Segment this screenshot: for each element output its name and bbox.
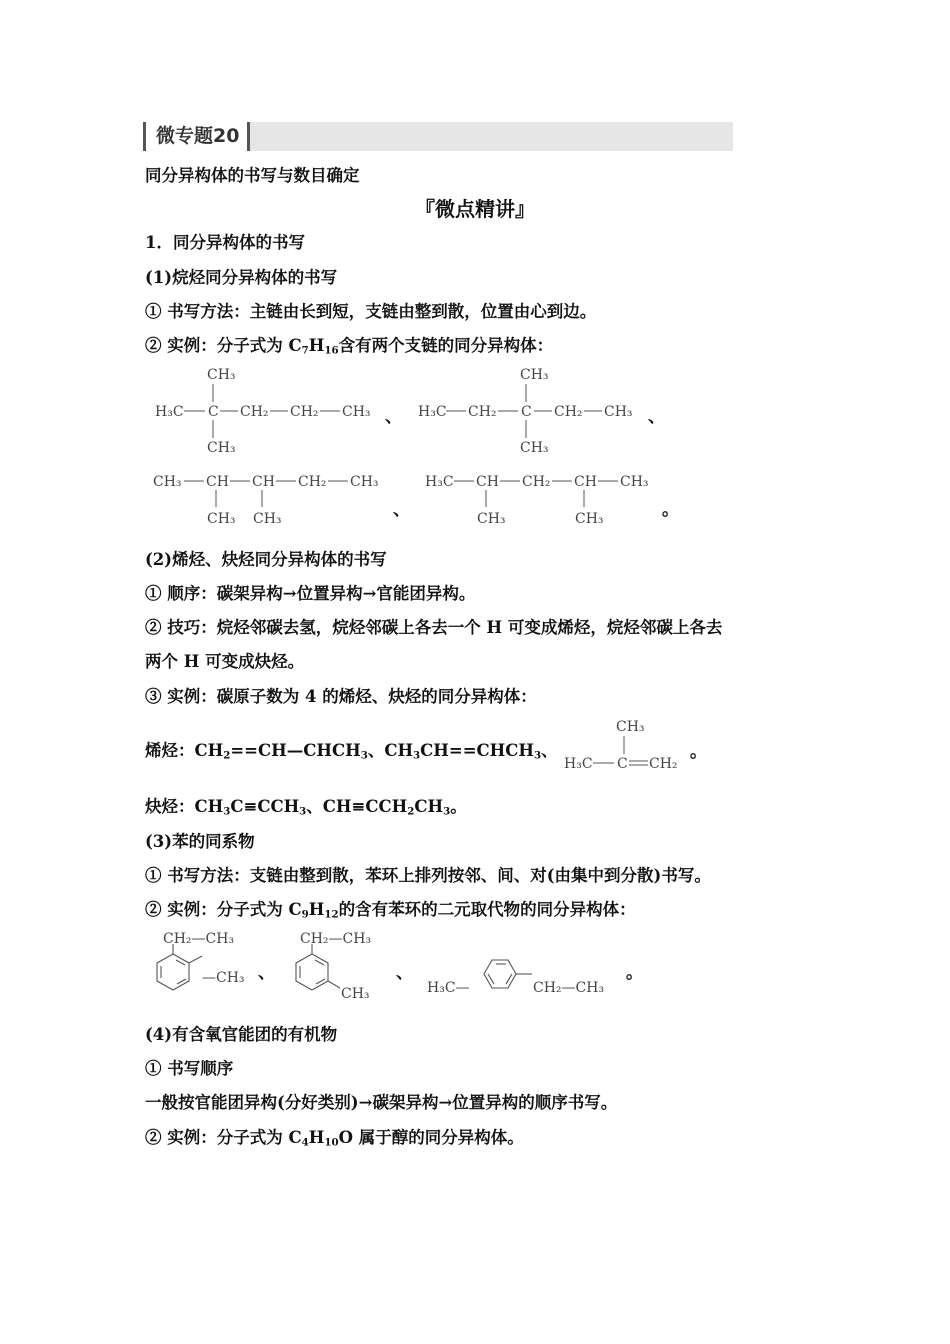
label-h3c: H₃C xyxy=(418,404,447,420)
label-ch3: CH₃ xyxy=(350,474,379,490)
label-ch2: CH₂ xyxy=(554,404,583,420)
subheading-alkene-alkyne: (2)烯烃、炔烃同分异构体的书写 xyxy=(145,550,387,569)
label-ch: CH xyxy=(206,474,229,490)
alkane-structures-row2 xyxy=(150,465,670,535)
svg-text:H₃C—: H₃C— xyxy=(427,980,470,996)
label-ch: CH xyxy=(574,474,597,490)
label-ch2: CH₂ xyxy=(240,404,269,420)
comma: 、 xyxy=(393,500,410,520)
alkane-structures-row1 xyxy=(150,360,670,460)
svg-text:CH₂—CH₃: CH₂—CH₃ xyxy=(163,931,235,947)
comma: 、 xyxy=(258,963,275,983)
label-h3c: H₃C xyxy=(425,474,454,490)
label-ch3: CH₃ xyxy=(342,404,371,420)
period: 。 xyxy=(662,500,679,520)
comma: 、 xyxy=(385,407,402,427)
svg-text:CH₂: CH₂ xyxy=(649,756,678,772)
formula-c7h16: $C_7H_{16}$ xyxy=(288,336,339,357)
subheading-oxygen: (4)有含氧官能团的有机物 xyxy=(145,1025,338,1044)
order-text: ① 顺序：碳架异构→位置异构→官能团异构。 xyxy=(145,584,476,603)
label-ch: CH xyxy=(252,474,275,490)
topic-subtitle: 同分异构体的书写与数目确定 xyxy=(145,166,360,185)
svg-text:—CH₃: —CH₃ xyxy=(202,970,245,986)
text: ② 实例：分子式为 xyxy=(145,336,289,355)
section-title: 『微点精讲』 xyxy=(415,197,535,221)
alcohol-example: ② 实例：分子式为 $C_4H_{10}O$ 属于醇的同分异构体。 xyxy=(145,1128,524,1149)
writing-order-text: 一般按官能团异构(分好类别)→碳架异构→位置异构的顺序书写。 xyxy=(145,1093,618,1112)
example-c4-text: ③ 实例：碳原子数为 4 的烯烃、炔烃的同分异构体： xyxy=(145,687,537,706)
text: 含有两个支链的同分异构体： xyxy=(338,336,554,355)
label-ch3: CH₃ xyxy=(620,474,649,490)
svg-text:CH₂—CH₃: CH₂—CH₃ xyxy=(300,931,372,947)
label-h3c: H₃C xyxy=(155,404,184,420)
svg-text:CH₃: CH₃ xyxy=(341,986,370,1002)
alkane-method: ① 书写方法：主链由长到短，支链由整到散，位置由心到边。 xyxy=(145,302,597,321)
svg-text:CH₂—CH₃: CH₂—CH₃ xyxy=(533,980,605,996)
label-ch3: CH₃ xyxy=(477,511,506,527)
label-ch3: CH₃ xyxy=(520,367,549,383)
svg-text:C: C xyxy=(617,756,628,772)
alkyne-2: $CH\equiv CCH_2CH_3$。 xyxy=(322,797,467,818)
alkene-2: $CH_3CH==CHCH_3$、 xyxy=(384,741,558,762)
formula-c9h12: $C_9H_{12}$ xyxy=(288,900,339,921)
comma: 、 xyxy=(648,407,665,427)
isobutylene-structure xyxy=(560,712,700,782)
period: 。 xyxy=(690,742,707,762)
label-ch3: CH₃ xyxy=(207,367,236,383)
period: 。 xyxy=(626,963,643,983)
label-ch2: CH₂ xyxy=(522,474,551,490)
label-ch2: CH₂ xyxy=(468,404,497,420)
topic-badge: 微专题20 xyxy=(143,122,250,151)
alkene-1: $CH_2==CH—CHCH_3$、 xyxy=(194,741,385,762)
label-c: C xyxy=(208,404,219,420)
label-ch3: CH₃ xyxy=(153,474,182,490)
alkyne-formulas: 炔烃：$CH_3C\equiv CCH_3$、$CH\equiv CCH_2CH_3$。 xyxy=(145,797,467,818)
label-ch2: CH₂ xyxy=(290,404,319,420)
label-ch: CH xyxy=(476,474,499,490)
label-ch3: CH₃ xyxy=(604,404,633,420)
label-ch2: CH₂ xyxy=(298,474,327,490)
label-ch3: CH₃ xyxy=(253,511,282,527)
alkyne-1: $CH_3C\equiv CCH_3$、 xyxy=(194,797,323,818)
label-c: C xyxy=(521,404,532,420)
alkane-example xyxy=(145,332,553,357)
technique-text-1: ② 技巧：烷烃邻碳去氢，烷烃邻碳上各去一个 H 可变成烯烃，烷烃邻碳上各去 xyxy=(145,618,723,637)
benzene-method: ① 书写方法：支链由整到散，苯环上排列按邻、间、对(由集中到分散)书写。 xyxy=(145,866,711,885)
topic-banner xyxy=(143,122,733,151)
subheading-alkane: (1)烷烃同分异构体的书写 xyxy=(145,268,338,287)
benzene-example: ② 实例：分子式为 $C_9H_{12}$的含有苯环的二元取代物的同分异构体： xyxy=(145,900,636,921)
label-ch3: CH₃ xyxy=(207,440,236,456)
comma: 、 xyxy=(396,963,413,983)
svg-text:H₃C: H₃C xyxy=(564,756,593,772)
label-ch3: CH₃ xyxy=(575,511,604,527)
label-ch3: CH₃ xyxy=(207,511,236,527)
formula-c4h10o: $C_4H_{10}O$ xyxy=(288,1128,353,1149)
writing-order-title: ① 书写顺序 xyxy=(145,1059,234,1078)
technique-text-2: 两个 H 可变成炔烃。 xyxy=(145,652,305,671)
svg-text:CH₃: CH₃ xyxy=(616,719,645,735)
subheading-benzene: (3)苯的同系物 xyxy=(145,832,255,851)
alkene-formulas: 烯烃：$CH_2==CH—CHCH_3$、$CH_3CH==CHCH_3$、 xyxy=(145,741,558,762)
heading-1: 1．同分异构体的书写 xyxy=(145,233,305,252)
label-ch3: CH₃ xyxy=(520,440,549,456)
